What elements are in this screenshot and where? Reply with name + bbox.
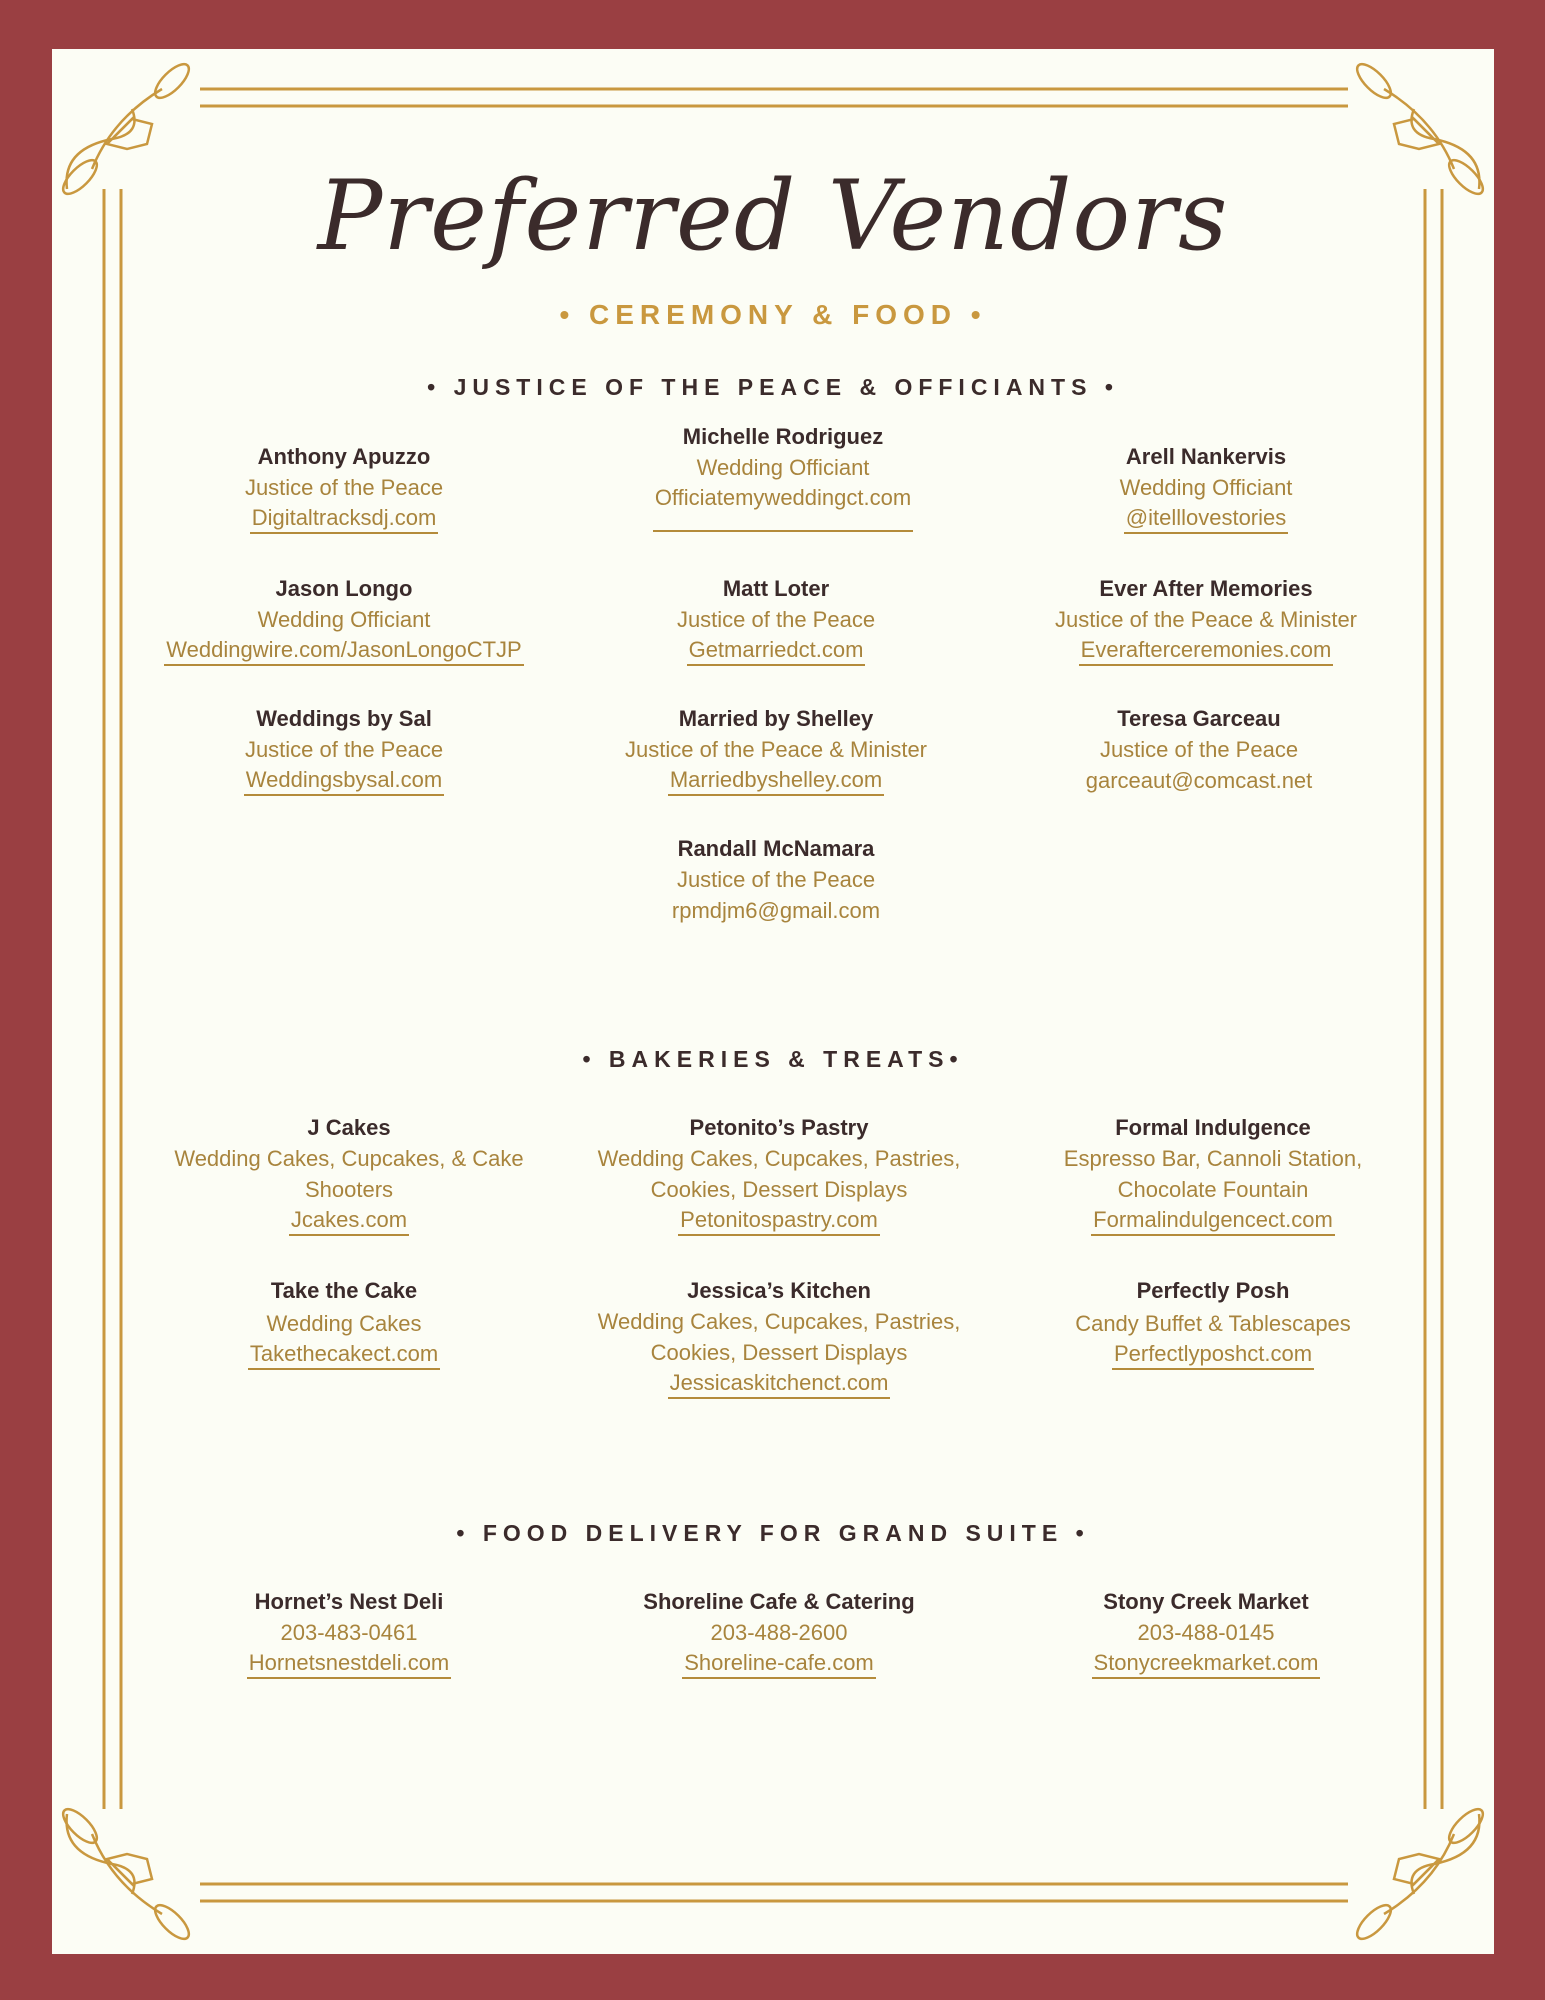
vendor-name: Anthony Apuzzo: [257, 444, 431, 469]
section-heading-officiants: • JUSTICE OF THE PEACE & OFFICIANTS •: [427, 374, 1119, 400]
vendor-name: Weddings by Sal: [256, 706, 432, 731]
vendor-role: Wedding Officiant: [257, 607, 431, 632]
vendor-name: Married by Shelley: [678, 706, 874, 731]
vendor-name: Petonito’s Pastry: [689, 1115, 869, 1140]
vendor-role: Wedding Cakes, Cupcakes, Pastries,: [597, 1309, 961, 1334]
vendor-card: [569, 1586, 989, 1681]
vendor-name: Teresa Garceau: [1117, 706, 1281, 731]
vendor-role: Cookies, Dessert Displays: [650, 1177, 908, 1202]
section-heading-food-delivery: • FOOD DELIVERY FOR GRAND SUITE •: [456, 1520, 1090, 1546]
vendor-card: [139, 1112, 559, 1238]
vendor-link[interactable]: Everafterceremonies.com: [1079, 635, 1334, 666]
vendor-link[interactable]: Petonitospastry.com: [678, 1205, 880, 1236]
vendor-link[interactable]: Digitaltracksdj.com: [250, 503, 439, 534]
vendor-phone: 203-488-0145: [1137, 1620, 1275, 1645]
vendor-role: Justice of the Peace: [1099, 737, 1299, 762]
vendor-link[interactable]: Hornetsnestdeli.com: [247, 1648, 452, 1679]
vendor-card: [1003, 1112, 1423, 1238]
vendor-card: [569, 1112, 989, 1238]
corner-flourish-icon: [1352, 1804, 1488, 1944]
vendor-link[interactable]: Getmarriedct.com: [687, 635, 866, 666]
vendor-card: [996, 441, 1416, 536]
vendor-email: rpmdjm6@gmail.com: [671, 898, 881, 923]
vendor-card: [573, 421, 993, 532]
vendor-name: J Cakes: [307, 1115, 391, 1140]
vendor-card: [1003, 1275, 1423, 1372]
vendor-role: Justice of the Peace: [676, 607, 876, 632]
vendor-link[interactable]: Perfectlyposhct.com: [1112, 1339, 1314, 1370]
vendor-link[interactable]: Takethecakect.com: [248, 1339, 440, 1370]
vendor-card: [566, 703, 986, 798]
corner-flourish-icon: [58, 1804, 194, 1944]
vendor-name: Take the Cake: [270, 1278, 418, 1303]
vendor-name: Jason Longo: [275, 576, 413, 601]
vendor-role: Espresso Bar, Cannoli Station,: [1063, 1146, 1363, 1171]
vendor-card: [569, 1275, 989, 1401]
vendor-name: Shoreline Cafe & Catering: [643, 1589, 915, 1614]
vendor-phone: 203-483-0461: [280, 1620, 418, 1645]
vendor-sheet: [52, 49, 1494, 1954]
vendor-name: Perfectly Posh: [1136, 1278, 1290, 1303]
vendor-role: Shooters: [304, 1177, 394, 1202]
vendor-card: [134, 1275, 554, 1372]
vendor-card: [996, 1586, 1416, 1681]
vendor-role: Justice of the Peace: [676, 867, 876, 892]
vendor-card: [566, 833, 986, 926]
vendor-role: Wedding Officiant: [1119, 475, 1293, 500]
vendor-link[interactable]: Officiatemyweddingct.com: [653, 483, 913, 532]
vendor-name: Hornet’s Nest Deli: [254, 1589, 444, 1614]
vendor-role: Chocolate Fountain: [1117, 1177, 1309, 1202]
vendor-name: Randall McNamara: [677, 836, 875, 861]
vendor-name: Ever After Memories: [1099, 576, 1313, 601]
vendor-role: Justice of the Peace: [244, 475, 444, 500]
vendor-role: Candy Buffet & Tablescapes: [1075, 1311, 1351, 1336]
vendor-card: [134, 703, 554, 798]
vendor-card: [134, 441, 554, 536]
vendor-name: Arell Nankervis: [1125, 444, 1287, 469]
vendor-link[interactable]: Stonycreekmarket.com: [1092, 1648, 1321, 1679]
vendor-link[interactable]: Marriedbyshelley.com: [668, 765, 884, 796]
vendor-role: Wedding Cakes, Cupcakes, & Cake: [174, 1146, 524, 1171]
vendor-phone: 203-488-2600: [710, 1620, 848, 1645]
vendor-name: Jessica’s Kitchen: [687, 1278, 871, 1303]
vendor-name: Formal Indulgence: [1115, 1115, 1311, 1140]
vendor-link[interactable]: @itelllovestories: [1124, 503, 1289, 534]
vendor-link[interactable]: Jessicaskitchenct.com: [668, 1368, 891, 1399]
page-subtitle: • CEREMONY & FOOD •: [559, 299, 987, 330]
vendor-link[interactable]: Weddingwire.com/JasonLongoCTJP: [164, 635, 523, 666]
vendor-role: Justice of the Peace: [244, 737, 444, 762]
vendor-role: Cookies, Dessert Displays: [650, 1340, 908, 1365]
vendor-role: Justice of the Peace & Minister: [624, 737, 928, 762]
vendor-name: Stony Creek Market: [1103, 1589, 1309, 1614]
vendor-role: Wedding Officiant: [696, 455, 870, 480]
vendor-role: Wedding Cakes, Cupcakes, Pastries,: [597, 1146, 961, 1171]
vendor-name: Michelle Rodriguez: [682, 424, 884, 449]
vendor-link[interactable]: Weddingsbysal.com: [244, 765, 444, 796]
vendor-link[interactable]: Jcakes.com: [289, 1205, 409, 1236]
vendor-card: [996, 573, 1416, 668]
vendor-role: Wedding Cakes: [266, 1311, 422, 1336]
vendor-card: [139, 1586, 559, 1681]
page-title: Preferred Vendors: [317, 160, 1229, 272]
vendor-card: [566, 573, 986, 668]
vendor-link[interactable]: Formalindulgencect.com: [1091, 1205, 1335, 1236]
vendor-card: [989, 703, 1409, 796]
vendor-role: Justice of the Peace & Minister: [1054, 607, 1358, 632]
section-heading-bakeries: • BAKERIES & TREATS•: [582, 1046, 964, 1072]
vendor-link[interactable]: Shoreline-cafe.com: [682, 1648, 876, 1679]
vendor-card: [134, 573, 554, 668]
vendor-email: garceaut@comcast.net: [1085, 768, 1313, 793]
vendor-name: Matt Loter: [722, 576, 830, 601]
